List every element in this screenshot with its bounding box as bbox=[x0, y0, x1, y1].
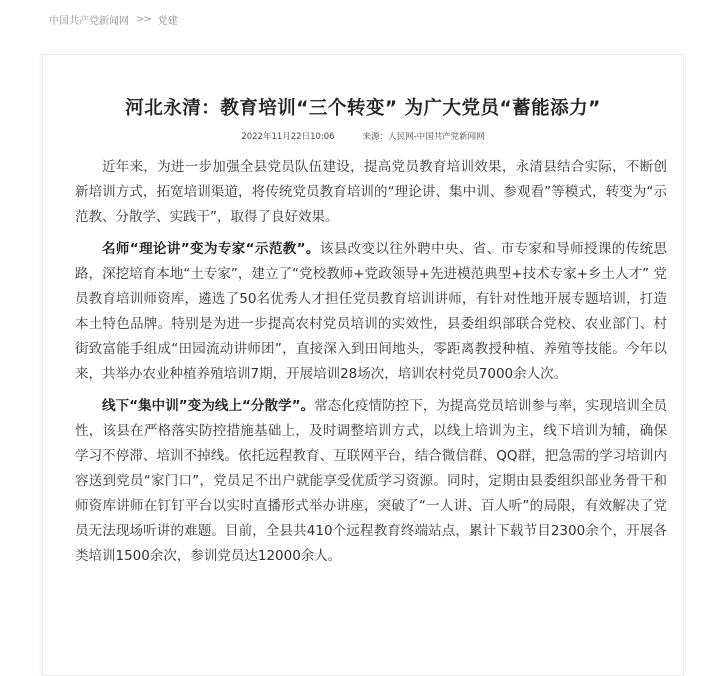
breadcrumb-section-link[interactable]: 党建 bbox=[157, 16, 178, 27]
article-date: 2022年11月22日10:06 bbox=[241, 132, 335, 142]
paragraph-lead: 名师“理论讲”变为专家“示范教”。 bbox=[102, 241, 320, 257]
paragraph-lead: 线下“集中训”变为线上“分散学”。 bbox=[102, 398, 315, 414]
article-title: 河北永清：教育培训“三个转变” 为广大党员“蓄能添力” bbox=[125, 98, 601, 119]
breadcrumb-home-link[interactable]: 中国共产党新闻网 bbox=[49, 16, 129, 27]
paragraph-1 bbox=[75, 155, 667, 230]
paragraph-text: 该县改变以往外聘中央、省、市专家和导师授课的传统思路，深挖培育本地“土专家”，建立了“党校教师+党政领导+先进模范典型+技术专家+乡土人才” 党员教育培训师资库，遴选了50名优秀人才担任党员教育培训讲师，有针对性地开展专题培训，打造本土特色品牌。特别是为进一步提高农村党员培训的实效性，县委组织部联合党校、农业部门、村街致富能手组成“田园流动讲师团”，直接深入到田间地头，零距离教授种植、养殖等技能。今年以来，共举办农业种植养殖培训7期，开展培训28场次，培训农村党员7000余人次。 bbox=[75, 241, 668, 382]
paragraph-3 bbox=[75, 394, 667, 569]
paragraph-2 bbox=[75, 237, 667, 387]
paragraph-text: 近年来，为进一步加强全县党员队伍建设，提高党员教育培训效果，永清县结合实际，不断创新培训方式，拓宽培训渠道，将传统党员教育培训的“理论讲、集中训、参观看”等模式，转变为“示范教、分散学、实践干”，取得了良好效果。 bbox=[75, 159, 667, 225]
article-meta bbox=[44, 130, 682, 142]
article-body bbox=[75, 155, 667, 569]
paragraph-text: 常态化疫情防控下，为提高党员培训参与率，实现培训全员性，该县在严格落实防控措施基础上，及时调整培训方式，以线上培训为主，线下培训为辅，确保学习不停滞、培训不掉线。依托远程教育、互联网平台，结合微信群、QQ群，把急需的学习培训内容送到党员“家门口”，党员足不出户就能享受优质学习资源。同时，定期由县委组织部业务骨干和师资库讲师在钉钉平台以实时直播形式举办讲座，突破了“一人讲、百人听”的局限，有效解决了党员无法现场听讲的难题。目前，全县共410个远程教育终端站点，累计下载节目2300余个，开展各类培训1500余次，参训党员达12000余人。 bbox=[75, 398, 668, 564]
breadcrumb bbox=[49, 12, 178, 27]
breadcrumb-separator: >> bbox=[136, 14, 151, 25]
article-source: 来源：人民网-中国共产党新闻网 bbox=[362, 132, 485, 142]
